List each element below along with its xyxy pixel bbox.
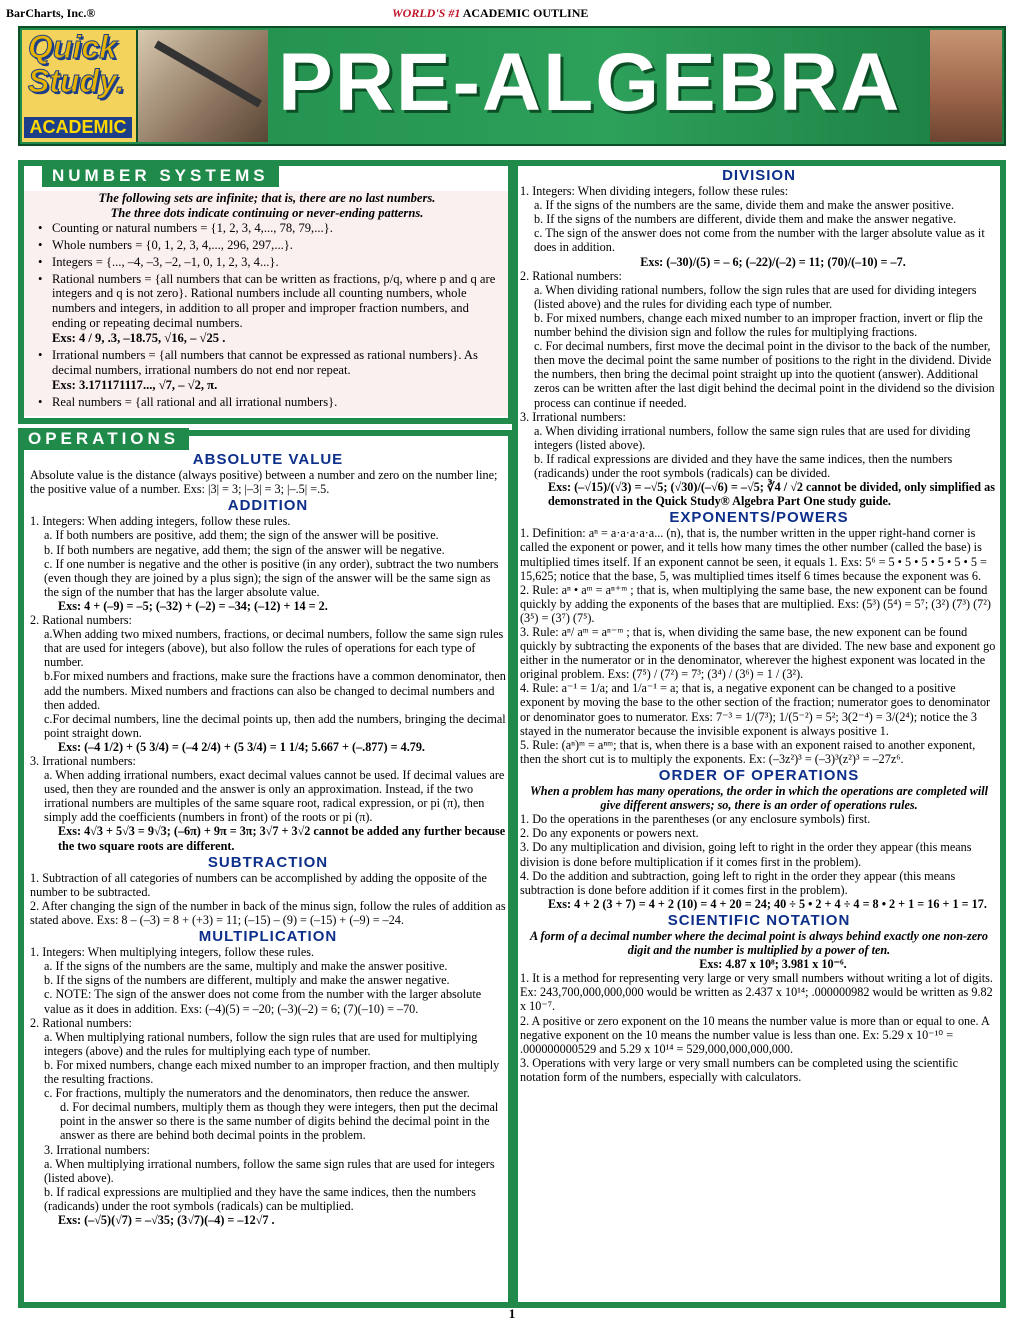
ns-intro2: The three dots indicate continuing or never-ending patterns. xyxy=(110,205,424,220)
addition-example: Exs: 4√3 + 5√3 = 9√3; (–6π) + 9π = 3π; 3√7 + 3√2 cannot be added any further because the two square roots are different. xyxy=(58,824,506,853)
subtraction-heading: SUBTRACTION xyxy=(207,853,329,871)
number-systems-label: NUMBER SYSTEMS xyxy=(42,165,279,187)
exponents-line: 5. Rule: (aⁿ)ᵐ = aⁿᵐ; that is, when there is a base with an exponent raised to another exponent, then the short cut is to multiply the exponents. Ex: (–3z²)³ = (–3)³(z²)³ = –27z⁶. xyxy=(520,737,976,766)
division-line: b. If the signs of the numbers are different, divide them and make the answer negative. xyxy=(534,212,957,227)
division-example: Exs: (–30)/(5) = – 6; (–22)/(–2) = 11; (70)/(–10) = –7. xyxy=(640,254,906,269)
addition-line: c. If one number is negative and the other is positive (in any order), subtract the two numbers (even though they are joined by a plus sign); the sign of the answer will be the same sign as the sign of the number that has the larger absolute value. xyxy=(44,556,499,599)
banner-photo-pen xyxy=(138,30,268,142)
division-line: 2. Rational numbers: xyxy=(520,268,622,283)
list-item xyxy=(28,272,506,347)
exponents-line: 2. Rule: aⁿ • aᵐ = aⁿ⁺ᵐ ; that is, when multiplying the same base, the new exponent can be found quickly by adding the exponents of the bases that are multiplied. Exs: (5³) (5⁴) = 5⁷; (3²) (7³) (7²) (3⁵) = (3⁷) (7⁵). xyxy=(520,582,991,625)
division-line: b. If radical expressions are divided and they have the same indices, then the numbers (radicands) under the root symbols (radicals) can be divided. xyxy=(534,451,953,480)
tagline-red: WORLD'S #1 xyxy=(392,6,461,20)
tagline-rest: ACADEMIC OUTLINE xyxy=(462,6,589,20)
multiplication-line: c. For fractions, multiply the numerators and the denominators, then reduce the answer. xyxy=(44,1086,470,1101)
multiplication-line: b. If radical expressions are multiplied and they have the same indices, then the numbers (radicands) under the root symbols (radicals) can be multiplied. xyxy=(44,1184,476,1213)
order-line: 4. Do the addition and subtraction, going left to right in the order they appear (this means subtraction is done before addition if it comes first in the problem). xyxy=(520,868,956,897)
addition-example: Exs: 4 + (–9) = –5; (–32) + (–2) = –34; (–12) + 14 = 2. xyxy=(58,598,328,613)
order-line: 2. Do any exponents or powers next. xyxy=(520,826,699,841)
logo-line3: ACADEMIC xyxy=(24,117,132,138)
division-example: Exs: (–√15)/(√3) = –√5; (√30)/(–√6) = –√5; ∛4 / √2 cannot be divided, only simplified as demonstrated in the Quick Study® Algebra Part One study guide. xyxy=(548,480,995,509)
division-line: 3. Irrational numbers: xyxy=(520,409,626,424)
page-title: PRE-ALGEBRA xyxy=(278,37,902,128)
top-bar xyxy=(0,6,1024,20)
addition-line: a.When adding two mixed numbers, fractions, or decimal numbers, follow the same sign rules that are used for integers (above), but also follow the rules of operations for each type of number. xyxy=(44,627,504,670)
rational-text: Rational numbers = {all numbers that can be written as fractions, p/q, where p and q are integers and q is not zero}. Rational numbers include all counting numbers, whole numbers and integers, in addition to all proper and improper fraction numbers, and ending or repeating decimal numbers. xyxy=(52,271,496,331)
multiplication-line: b. For mixed numbers, change each mixed number to an improper fraction, and then multiply the resulting fractions. xyxy=(44,1057,500,1087)
list-item: • Counting or natural numbers = {1, 2, 3, 4,..., 78, 79,...}. xyxy=(28,221,506,236)
list-item: • Integers = {..., –4, –3, –2, –1, 0, 1, 2, 3, 4...}. xyxy=(28,255,506,270)
number-systems-content xyxy=(28,191,506,412)
multiplication-line: b. If the signs of the numbers are different, multiply and make the answer negative. xyxy=(44,973,450,988)
page-number: 1 xyxy=(508,1306,516,1321)
scientific-line: 2. A positive or zero exponent on the 10 means the number value is more than or equal to one. A negative exponent on the 10 means the number value is less than one. Ex: 5.29 x 10⁻¹⁰ = .000000000529 and 5.29 x 10¹⁴ = 529,000,000,000,000. xyxy=(520,1013,990,1056)
irrational-text: Irrational numbers = {all numbers that cannot be expressed as rational numbers}. As decimal numbers, irrational numbers do not end nor repeat. xyxy=(52,348,478,377)
list-item: • Whole numbers = {0, 1, 2, 3, 4,..., 296, 297,...}. xyxy=(28,238,506,253)
division-line: a. When dividing irrational numbers, follow the same sign rules that are used for dividing integers (listed above). xyxy=(534,423,971,452)
addition-line: 1. Integers: When adding integers, follow these rules. xyxy=(30,514,291,529)
title-banner xyxy=(18,26,1006,146)
tagline xyxy=(392,6,588,21)
exponents-heading: EXPONENTS/POWERS xyxy=(669,509,849,527)
multiplication-line: 1. Integers: When multiplying integers, follow these rules. xyxy=(30,945,315,960)
multiplication-line: c. NOTE: The sign of the answer does not come from the number with the larger absolute value as it does in addition. Exs: (–4)(5) = –20; (–3)(–2) = 6; (7)(–10) = –70. xyxy=(44,987,482,1016)
division-line: a. When dividing rational numbers, follow the sign rules that are used for dividing integers (listed above) and the rules for dividing each type of number. xyxy=(534,282,977,311)
addition-example: Exs: (–4 1/2) + (5 3/4) = (–4 2/4) + (5 3/4) = 1 1/4; 5.667 + (–.877) = 4.79. xyxy=(58,739,425,754)
order-line: 1. Do the operations in the parentheses (or any enclosure symbols) first. xyxy=(520,812,871,827)
banner-photo-right xyxy=(930,30,1002,142)
division-heading: DIVISION xyxy=(722,167,796,184)
rational-ex: Exs: 4 / 9, .3, –18.75, √16, – √25 . xyxy=(52,331,226,346)
logo-line1: Quick xyxy=(28,29,117,65)
operations-content xyxy=(30,450,506,1227)
absolute-value-text: Absolute value is the distance (always positive) between a number and zero on the number line; the positive value of a number. Exs: |3| = 3; |–3| = 3; |–.5| =.5. xyxy=(30,468,498,497)
multiplication-line: d. For decimal numbers, multiply them as though they were integers, then put the decimal point in the answer so there is the same number of digits behind the decimal point in the answer as there are behind both decimal points in the problem. xyxy=(60,1100,499,1143)
operations-label: OPERATIONS xyxy=(18,428,189,450)
subtraction-line: 1. Subtraction of all categories of numbers can be accomplished by adding the opposite of the number to be subtracted. xyxy=(30,870,487,899)
list-item xyxy=(28,348,506,393)
exponents-line: 1. Definition: aⁿ = a·a·a·a·a... (n), that is, the number written in the upper right-hand corner is called the exponent or power, and it tells how many times the other number (called the base) is multiplied times itself. If an exponent cannot be seen, it equals 1. Exs: 5⁶ = 5 • 5 • 5 • 5 • 5 • 5 = 15,625; notice that the base, 5, was multiplied times itself 6 times because the exponent was 6. xyxy=(520,526,987,583)
exponents-line: 4. Rule: a⁻¹ = 1/a; and 1/a⁻¹ = a; that is, a negative exponent can be changed to a positive exponent by moving the base to the other section of the fraction; numerator goes to denominator or denominator goes to numerator. Exs: 7⁻³ = 1/(7³); 1/(5⁻²) = 5²; 3(2⁻⁴) = 3/(2⁴); notice the 3 stayed in the numerator because the invisible exponent is always positive 1. xyxy=(520,681,991,738)
multiplication-line: a. When multiplying irrational numbers, follow the same sign rules that are used for integers (listed above). xyxy=(44,1156,495,1185)
scientific-line: 3. Operations with very large or very small numbers can be completed using the scientific notation form of the numbers, especially with calculators. xyxy=(520,1055,959,1084)
publisher: BarCharts, Inc.® xyxy=(6,6,96,20)
subtraction-line: 2. After changing the sign of the number in back of the minus sign, follow the rules of addition as stated above. Exs: 8 – (–3) = 8 + (+3) = 11; (–15) – (9) = (–15) + (–9) = –24. xyxy=(30,898,506,927)
scientific-heading: SCIENTIFIC NOTATION xyxy=(667,911,851,929)
quick-study-logo xyxy=(22,30,138,142)
multiplication-line: a. When multiplying rational numbers, follow the sign rules that are used for multiplying integers (above) and the rules for multiplying each type of number. xyxy=(44,1029,478,1058)
addition-line: b. If both numbers are negative, add them; the sign of the answer will be negative. xyxy=(44,542,445,557)
irrational-ex: Exs: 3.171171117..., √7, – √2, π. xyxy=(52,377,218,392)
addition-line: c.For decimal numbers, line the decimal points up, then add the numbers, bringing the decimal point straight down. xyxy=(44,711,506,740)
scientific-example: Exs: 4.87 x 10⁸; 3.981 x 10⁻⁶. xyxy=(699,957,847,972)
division-line: 1. Integers: When dividing integers, follow these rules: xyxy=(520,184,789,199)
absolute-value-heading: ABSOLUTE VALUE xyxy=(192,451,344,468)
order-example: Exs: 4 + 2 (3 + 7) = 4 + 2 (10) = 4 + 20 = 24; 40 ÷ 5 • 2 + 4 ÷ 4 = 8 • 2 + 1 = 16 + 1 = 17. xyxy=(548,896,987,911)
addition-line: a. If both numbers are positive, add them; the sign of the answer will be positive. xyxy=(44,528,439,543)
list-item: • Real numbers = {all rational and all irrational numbers}. xyxy=(28,395,506,410)
number-systems-list xyxy=(28,221,506,410)
addition-line: b.For mixed numbers and fractions, make sure the fractions have a common denominator, then add the numbers. Mixed numbers and fractions can also be changed to decimal numbers and then added. xyxy=(44,669,506,712)
right-column-content xyxy=(520,166,998,1084)
exponents-line: 3. Rule: aⁿ/ aᵐ = aⁿ⁻ᵐ ; that is, when dividing the same base, the new exponent can be found quickly by subtracting the exponents of the bases that are divided. The new base and exponent go either in the numerator or in the denominator, wherever the highest exponent was located in the original problem. Exs: (7⁵) / (7²) = 7³; (3⁴) / (3⁶) = 1 / (3²). xyxy=(520,625,996,682)
division-line: c. The sign of the answer does not come from the number with the larger absolute value as it does in addition. xyxy=(534,226,985,255)
multiplication-line: 2. Rational numbers: xyxy=(30,1015,132,1030)
addition-heading: ADDITION xyxy=(227,497,309,515)
addition-line: 3. Irrational numbers: xyxy=(30,753,136,768)
multiplication-example: Exs: (–√5)(√7) = –√35; (3√7)(–4) = –12√7 . xyxy=(58,1212,275,1227)
division-line: a. If the signs of the numbers are the same, divide them and make the answer positive. xyxy=(534,198,955,213)
order-line: 3. Do any multiplication and division, going left to right in the order they appear (this means division is done before multiplication if it comes first in the problem). xyxy=(520,840,972,869)
order-heading: ORDER OF OPERATIONS xyxy=(658,766,860,784)
ns-intro1: The following sets are infinite; that is, there are no last numbers. xyxy=(98,191,436,205)
multiplication-heading: MULTIPLICATION xyxy=(198,928,338,946)
division-line: b. For mixed numbers, change each mixed number to an improper fraction, invert or flip the number behind the division sign and follow the rules for multiplying fractions. xyxy=(534,310,983,340)
addition-line: 2. Rational numbers: xyxy=(30,613,132,628)
scientific-line: 1. It is a method for representing very large or very small numbers without writing a lot of digits. Ex: 243,700,000,000,000 would be written as 2.437 x 10¹⁴; .000000982 would be written as 9.82 x 10⁻⁷. xyxy=(520,971,993,1014)
order-intro: When a problem has many operations, the order in which the operations are completed will give different answers; so, there is an order of operations rules. xyxy=(529,784,989,813)
division-line: c. For decimal numbers, first move the decimal point in the divisor to the back of the number, then move the decimal point the same number of positions to the right in the dividend. Divide the numbers, then bring the decimal point straight up into the quotient (answer). Additional zeros can be written after the last digit behind the decimal point in the dividend so the division process can continue if needed. xyxy=(534,339,995,410)
addition-line: a. When adding irrational numbers, exact decimal values cannot be used. If decimal values are used, then they are rounded and the answer is only an approximation. Instead, if the two irrational numbers are multiples of the same square root, radical expression, or pi (π), then simply add the coefficients (numbers in front) of the roots or pi (π). xyxy=(44,768,505,825)
multiplication-line: 3. Irrational numbers: xyxy=(44,1142,150,1157)
logo-line2: Study. xyxy=(28,63,125,99)
scientific-intro: A form of a decimal number where the decimal point is always behind exactly one non-zero digit and the number is multiplied by a power of ten. xyxy=(529,928,989,958)
multiplication-line: a. If the signs of the numbers are the same, multiply and make the answer positive. xyxy=(44,959,448,974)
